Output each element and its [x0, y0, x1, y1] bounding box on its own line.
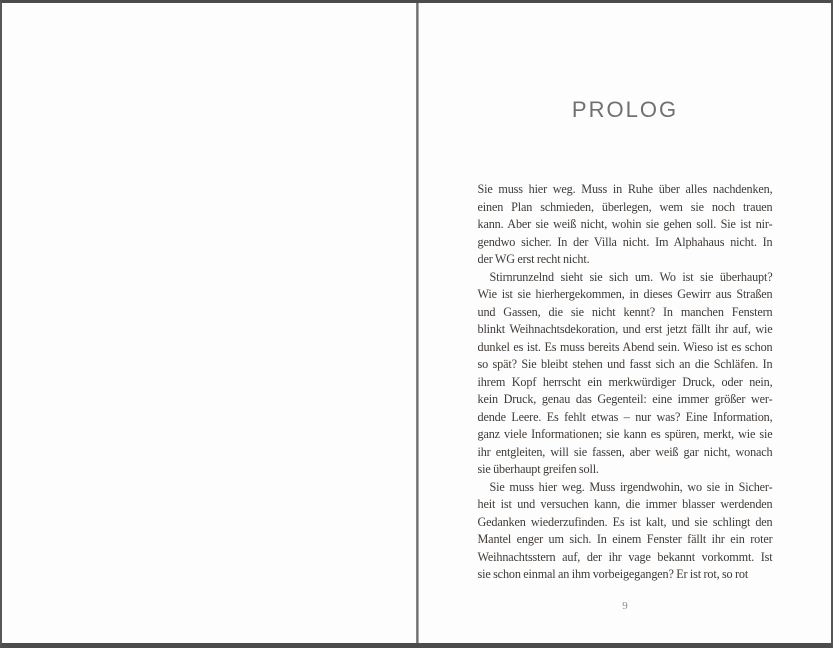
text-line: Gedanken wiederzufinden. Es ist kalt, und sie schlingt den [477, 514, 773, 529]
text-line: der WG erst recht nicht. [477, 252, 590, 266]
text-line: Sie muss hier weg. Muss in Ruhe über alles nachdenken, [477, 182, 773, 196]
right-page [419, 3, 831, 643]
text-line: und Gassen, die sie nicht kennt? In manchen Fenstern [477, 304, 773, 319]
paragraph [478, 269, 773, 479]
text-line: dende Leere. Es fehlt etwas – nur was? Eine Information, [477, 409, 773, 424]
text-line: Weihnachtsstern auf, der ihr vage bekannt vorkommt. Ist [477, 549, 773, 564]
text-line: kein Druck, genau das Gegenteil: eine immer größer wer- [477, 392, 773, 406]
text-line: ganz viele Informationen; sie kann es spüren, merkt, wie sie [477, 427, 773, 441]
text-line: Stirnrunzelnd sieht sie sich um. Wo ist sie überhaupt? [489, 269, 773, 284]
text-line: dunkel es ist. Es muss bereits Abend sein. Wieso ist es schon [477, 339, 773, 354]
text-line: so spät? Sie bleibt stehen und fasst sich an die Schläfen. In [477, 357, 773, 371]
paragraph [478, 181, 773, 269]
left-page-blank [2, 3, 416, 643]
page-number: 9 [622, 599, 628, 612]
text-line: kann. Aber sie weiß nicht, wohin sie gehen soll. Sie ist nir- [477, 217, 773, 231]
text-line: Sie muss hier weg. Muss irgendwohin, wo sie in Sicher- [489, 479, 773, 494]
text-line: gendwo sicher. In der Villa nicht. Im Alphahaus nicht. In [477, 234, 773, 249]
chapter-heading: PROLOG [571, 97, 679, 122]
text-line: sie überhaupt greifen soll. [477, 462, 599, 476]
paragraph [478, 479, 773, 584]
text-line: ihrem Kopf herrscht ein merkwürdiger Druck, oder nein, [477, 374, 773, 389]
text-line: Mantel enger um sich. In einem Fenster fällt ihr ein roter [477, 532, 773, 546]
text-line: einen Plan schmieden, überlegen, wem sie noch trauen [477, 199, 773, 214]
text-line: ihr entgleiten, will sie fassen, aber weiß gar nicht, wonach [477, 444, 773, 459]
text-line: sie schon einmal an ihm vorbeigegangen? Er ist rot, so rot [477, 567, 749, 581]
text-line: Wie ist sie hierhergekommen, in dieses Gewirr aus Straßen [477, 287, 773, 301]
body-text-block [478, 181, 773, 584]
text-line: heit ist und versuchen kann, die immer blasser werdenden [477, 497, 773, 511]
text-line: blinkt Weihnachtsdekoration, und erst jetzt fällt ihr auf, wie [477, 322, 773, 336]
